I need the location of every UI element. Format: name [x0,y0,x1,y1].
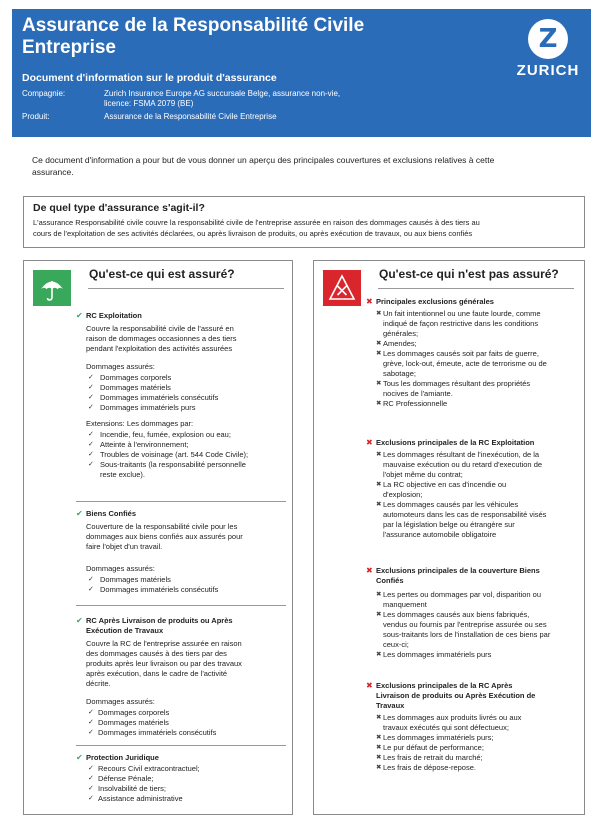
damages-label: Dommages assurés: [86,697,155,706]
apres-livraison-section: ✔ RC Après Livraison de produits ou Après Exécution de Travaux Couvre la RC de l'entreprise assurée en raison des dommages causés à des tiers par des produits après leur livraison ou par des travaux après exécution, dans le cadre de l'activité décrite. Dommages assurés: ✓ Dommages corporels ✓ Dommages matériels ✓ Dommages immatériels consécutifs [76,616,288,738]
exclusion-text: Les frais de retrait du marché; [383,753,483,762]
exclusion-item [366,743,578,753]
list-item: ✓ Atteinte à l'environnement; [88,440,189,449]
list-item: ✓ Dommages immatériels consécutifs [88,393,219,402]
exclusion-item-continued [366,369,578,379]
cross-icon: ✖ [366,566,373,575]
exclusion-item [366,713,578,723]
exclusion-item-continued [366,319,578,329]
list-item-continued: reste exclue). [100,470,146,479]
tick-icon: ✓ [88,431,94,438]
small-cross-icon: ✖ [376,591,382,598]
list-item: ✓ Dommages matériels [88,575,171,584]
small-cross-icon: ✖ [376,714,382,721]
not-insured-panel [313,260,585,815]
check-icon: ✔ [76,311,83,320]
list-item: ✓ Incendie, feu, fumée, explosion ou eau; [88,430,231,439]
list-item: ✓ Dommages immatériels consécutifs [88,728,217,737]
check-icon: ✔ [76,509,83,518]
exclusion-item-continued [366,640,578,650]
biens-confies-exclusions-list [366,590,578,660]
list-item: ✓ Assistance administrative [88,794,183,803]
exclusion-text: Amendes; [383,339,417,348]
intro-paragraph: Ce document d'information a pour but de vous donner un aperçu des principales couvertures et exclusions relatives à cette assurance. [32,155,495,177]
small-cross-icon: ✖ [376,754,382,761]
title-line-1: Assurance de la Responsabilité Civile [22,15,365,36]
small-cross-icon: ✖ [376,350,382,357]
small-cross-icon: ✖ [376,764,382,771]
section-divider [76,501,286,502]
exclusion-item-continued [366,359,578,369]
company-value: Zurich Insurance Europe AG succursale Belge, assurance non-vie, licence: FSMA 2079 (BE) [104,89,341,108]
company-label: Compagnie: [22,89,66,98]
exclusion-text: RC Professionnelle [383,399,448,408]
small-cross-icon: ✖ [376,611,382,618]
exclusion-text: générales; [383,329,419,338]
damages-label: Dommages assurés: [86,564,155,573]
tick-icon: ✓ [88,374,94,381]
biens-confies-section [76,509,288,595]
exclusion-item [366,590,578,600]
tick-icon: ✓ [88,785,94,792]
exclusion-item [366,753,578,763]
exclusion-text: mauvaise exécution ou du retard d'execution de [383,460,543,469]
not-insured-title: Qu'est-ce qui n'est pas assuré? [379,267,559,281]
insurance-type-title: De quel type d'assurance s'agit-il? [33,202,205,214]
exclusion-text: Tous les dommages résultant des propriétés [383,379,531,388]
apres-livraison-desc: Couvre la RC de l'entreprise assurée en raison des dommages causés à des tiers par des produits après leur livraison ou par des travaux après exécution, dans le cadre de l'activité décrite. [86,639,242,688]
exclusion-item-continued [366,329,578,339]
umbrella-icon [33,270,71,306]
exclusion-text: Les dommages causés soit par faits de guerre, [383,349,539,358]
list-item: ✓ Dommages immatériels purs [88,403,196,412]
check-icon: ✔ [76,753,83,762]
exclusion-item-continued [366,530,578,540]
exclusion-text: travaux exécutés qui sont défectueux; [383,723,509,732]
check-icon: ✔ [76,616,83,625]
exclusion-item [366,349,578,359]
rc-exploitation-desc: Couvre la responsabilité civile de l'assuré en raison de dommages occasionnes a des tiers pendant l'exploitation des activités assurées [86,324,237,353]
exclusion-text: Les dommages causés par les véhicules [383,500,519,509]
tick-icon: ✓ [88,461,94,468]
general-exclusions-title: Principales exclusions générales [376,297,494,306]
warning-cross-icon [323,270,361,306]
exclusion-item-continued [366,389,578,399]
section-divider [76,605,286,606]
exclusion-text: sous-traitants lors de l'installation de ces biens par [383,630,551,639]
exclusion-item [366,450,578,460]
cross-icon: ✖ [366,297,373,306]
small-cross-icon: ✖ [376,340,382,347]
logo-circle-icon: Z [528,19,568,59]
list-item: ✓ Dommages corporels [88,373,172,382]
exclusion-item [366,763,578,773]
apres-livraison-exclusions-list [366,713,578,773]
exclusion-text: l'objet même du contrat; [383,470,463,479]
exploitation-exclusions-list [366,450,578,540]
biens-confies-title: Biens Confiés [86,509,137,518]
exclusion-item [366,733,578,743]
small-cross-icon: ✖ [376,744,382,751]
tick-icon: ✓ [88,576,94,583]
list-item: ✓ Insolvabilité de tiers; [88,784,166,793]
small-cross-icon: ✖ [376,451,382,458]
list-item: ✓ Dommages matériels [88,383,171,392]
exclusion-text: Le pur défaut de performance; [383,743,484,752]
extensions-label: Extensions: Les dommages par: [86,419,194,428]
exclusion-text: Les dommages immatériels purs; [383,733,494,742]
list-item: ✓ Défense Pénale; [88,774,154,783]
cross-icon: ✖ [366,681,373,690]
list-item: ✓ Dommages immatériels consécutifs [88,585,219,594]
exclusion-text: Les dommages immatériels purs [383,650,492,659]
small-cross-icon: ✖ [376,400,382,407]
tick-icon: ✓ [88,719,94,726]
exclusion-item [366,610,578,620]
apres-livraison-exclusions-title: Exclusions principales de la RC Après [376,681,513,690]
insured-title: Qu'est-ce qui est assuré? [89,267,235,281]
exclusion-text: nocives de l'amiante. [383,389,453,398]
exploitation-exclusions-title: Exclusions principales de la RC Exploitation [376,438,535,447]
cross-icon: ✖ [366,438,373,447]
exclusion-text: vendus ou fournis par l'entreprise assurée ou ses [383,620,547,629]
tick-icon: ✓ [88,451,94,458]
document-subtitle: Document d'information sur le produit d'assurance [22,72,277,84]
exclusion-item [366,399,578,409]
tick-icon: ✓ [88,404,94,411]
apres-livraison-exclusions-section: ✖ Exclusions principales de la RC Après Livraison de produits ou Après Exécution de Travaux ✖ Les dommages aux produits livrés ou aux travaux exécutés qui sont défectueux; ✖ Les dommages immatériels purs; ✖ Le pur défaut de performance; ✖ Les frais de retrait du marché; ✖ Les frais de dépose-repose. [366,681,578,773]
list-item: ✓ Dommages corporels [88,708,170,717]
exclusion-text: Les frais de dépose-repose. [383,763,476,772]
exclusion-item [366,309,578,319]
insurance-type-text: L'assurance Responsabilité civile couvre la responsabilité civile de l'entreprise assurée en raison des dommages causés à des tiers au cours de l'exploitation de ses activités déclarées, ou après livraison de produits, ou après exécution de travaux, ou aux biens confiés [33,218,480,238]
product-value: Assurance de la Responsabilité Civile Entreprise [104,112,277,121]
list-item: ✓ Recours Civil extracontractuel; [88,764,200,773]
section-divider [76,745,286,746]
zurich-logo [513,19,583,79]
exclusion-item-continued [366,520,578,530]
exclusion-item [366,480,578,490]
exclusion-text: La RC objective en cas d'incendie ou [383,480,507,489]
insured-title-rule [88,288,284,289]
biens-confies-desc: Couverture de la responsabilité civile pour les dommages aux biens confiés aux assurés pour faire l'objet d'un travail. [86,522,243,551]
exclusion-item [366,339,578,349]
list-item: ✓ Dommages matériels [88,718,169,727]
exclusion-text: Les dommages causés aux biens fabriqués, [383,610,530,619]
small-cross-icon: ✖ [376,310,382,317]
exclusion-item-continued [366,460,578,470]
rc-exploitation-title: RC Exploitation [86,311,142,320]
exclusion-text: par la législation belge ou étrangère sur [383,520,515,529]
exclusion-item-continued [366,490,578,500]
list-item: ✓ Troubles de voisinage (art. 544 Code Civile); [88,450,249,459]
exclusion-item-continued [366,620,578,630]
exclusion-text: Les dommages aux produits livrés ou aux [383,713,522,722]
exclusion-item [366,379,578,389]
general-exclusions-section [366,297,578,409]
exclusion-text: ceux-ci; [383,640,409,649]
tick-icon: ✓ [88,729,94,736]
apres-livraison-title: RC Après Livraison de produits ou Après [86,616,233,625]
list-item: ✓ Sous-traitants (la responsabilité personnelle [88,460,246,469]
tick-icon: ✓ [88,394,94,401]
tick-icon: ✓ [88,384,94,391]
exclusion-text: Un fait intentionnel ou une faute lourde, comme [383,309,541,318]
exclusion-item-continued [366,510,578,520]
exclusion-item [366,500,578,510]
product-label: Produit: [22,112,50,121]
biens-confies-exclusions-section: ✖ Exclusions principales de la couverture Biens Confiés ✖ Les pertes ou dommages par vol, disparition ou manquement ✖ Les dommages causés aux biens fabriqués, vendus ou fournis par l'entreprise assurée ou ses sous-traitants lors de l'installation de ces biens par ceux-ci; ✖ Les dommages immatériels purs [366,566,578,660]
small-cross-icon: ✖ [376,734,382,741]
damages-label: Dommages assurés: [86,362,155,371]
insured-panel [23,260,293,815]
small-cross-icon: ✖ [376,501,382,508]
exclusion-item-continued [366,723,578,733]
insurance-type-box [23,196,585,248]
exclusion-text: Les pertes ou dommages par vol, disparition ou [383,590,542,599]
exclusion-item-continued [366,470,578,480]
tick-icon: ✓ [88,709,94,716]
exclusion-item [366,650,578,660]
exclusion-item-continued [366,600,578,610]
document-title [22,15,492,59]
exclusion-text: d'explosion; [383,490,423,499]
rc-exploitation-section [76,311,288,480]
exclusion-text: l'assurance automobile obligatoire [383,530,497,539]
tick-icon: ✓ [88,775,94,782]
tick-icon: ✓ [88,765,94,772]
biens-confies-exclusions-title: Exclusions principales de la couverture Biens [376,566,540,575]
tick-icon: ✓ [88,795,94,802]
tick-icon: ✓ [88,441,94,448]
not-insured-title-rule [378,288,574,289]
title-line-2: Entreprise [22,37,116,58]
protection-juridique-section [76,753,288,804]
exploitation-exclusions-section [366,438,578,540]
small-cross-icon: ✖ [376,380,382,387]
exclusion-item-continued [366,630,578,640]
tick-icon: ✓ [88,586,94,593]
exclusion-text: Les dommages résultant de l'inexécution, de la [383,450,540,459]
logo-wordmark: ZURICH [516,62,580,79]
exclusion-text: grève, lock-out, émeute, acte de terrorisme ou de [383,359,547,368]
exclusion-text: automoteurs dans les cas de responsabilité visés [383,510,547,519]
exclusion-text: manquement [383,600,427,609]
header-banner [12,9,591,137]
protection-juridique-title: Protection Juridique [86,753,159,762]
general-exclusions-list [366,309,578,409]
exclusion-text: indiqué de façon restrictive dans les conditions [383,319,539,328]
exclusion-text: sabotage; [383,369,416,378]
small-cross-icon: ✖ [376,651,382,658]
small-cross-icon: ✖ [376,481,382,488]
